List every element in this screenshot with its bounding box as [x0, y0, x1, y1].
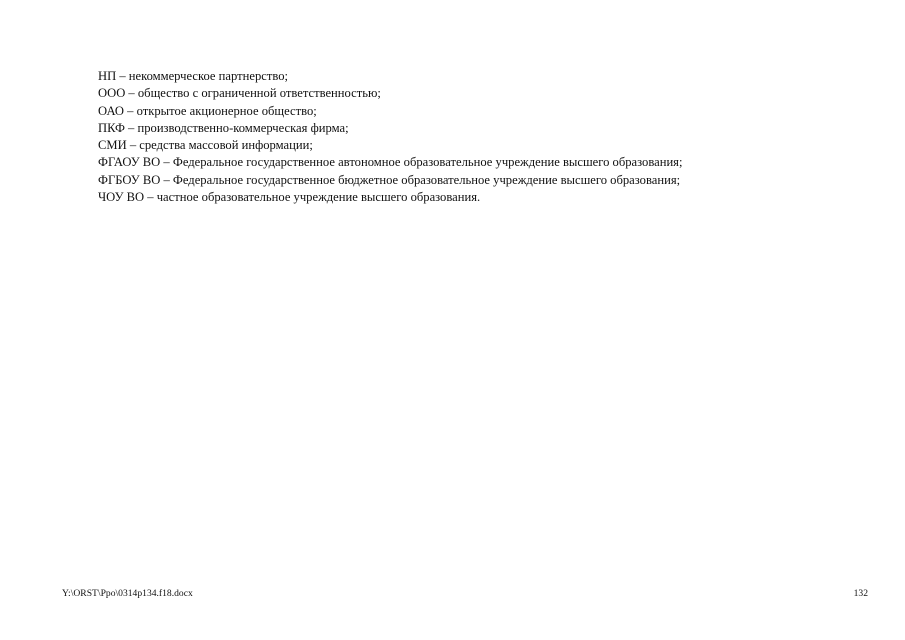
abbreviation-item-smi: СМИ – средства массовой информации; [98, 138, 313, 153]
abbreviation-item-oao: ОАО – открытое акционерное общество; [98, 103, 317, 118]
abbreviation-item-fgbou-vo: ФГБОУ ВО – Федеральное государственное бюджетное образовательное учреждение высшего образования; [98, 172, 681, 187]
abbreviation-item-np: НП – некоммерческое партнерство; [98, 69, 288, 83]
abbreviation-item-chou-vo: ЧОУ ВО – частное образовательное учреждение высшего образования. [98, 190, 481, 205]
abbreviation-item-pkf: ПКФ – производственно-коммерческая фирма; [98, 120, 349, 135]
abbreviation-item-ooo: ООО – общество с ограниченной ответственностью; [98, 86, 381, 101]
footer-file-path: Y:\ORST\Ppo\0314p134.f18.docx [62, 588, 193, 599]
abbreviation-item-fgaou-vo: ФГАОУ ВО – Федеральное государственное автономное образовательное учреждение высшего образования; [98, 155, 683, 170]
abbreviation-list [98, 68, 878, 206]
footer-page-number: 132 [853, 588, 868, 599]
